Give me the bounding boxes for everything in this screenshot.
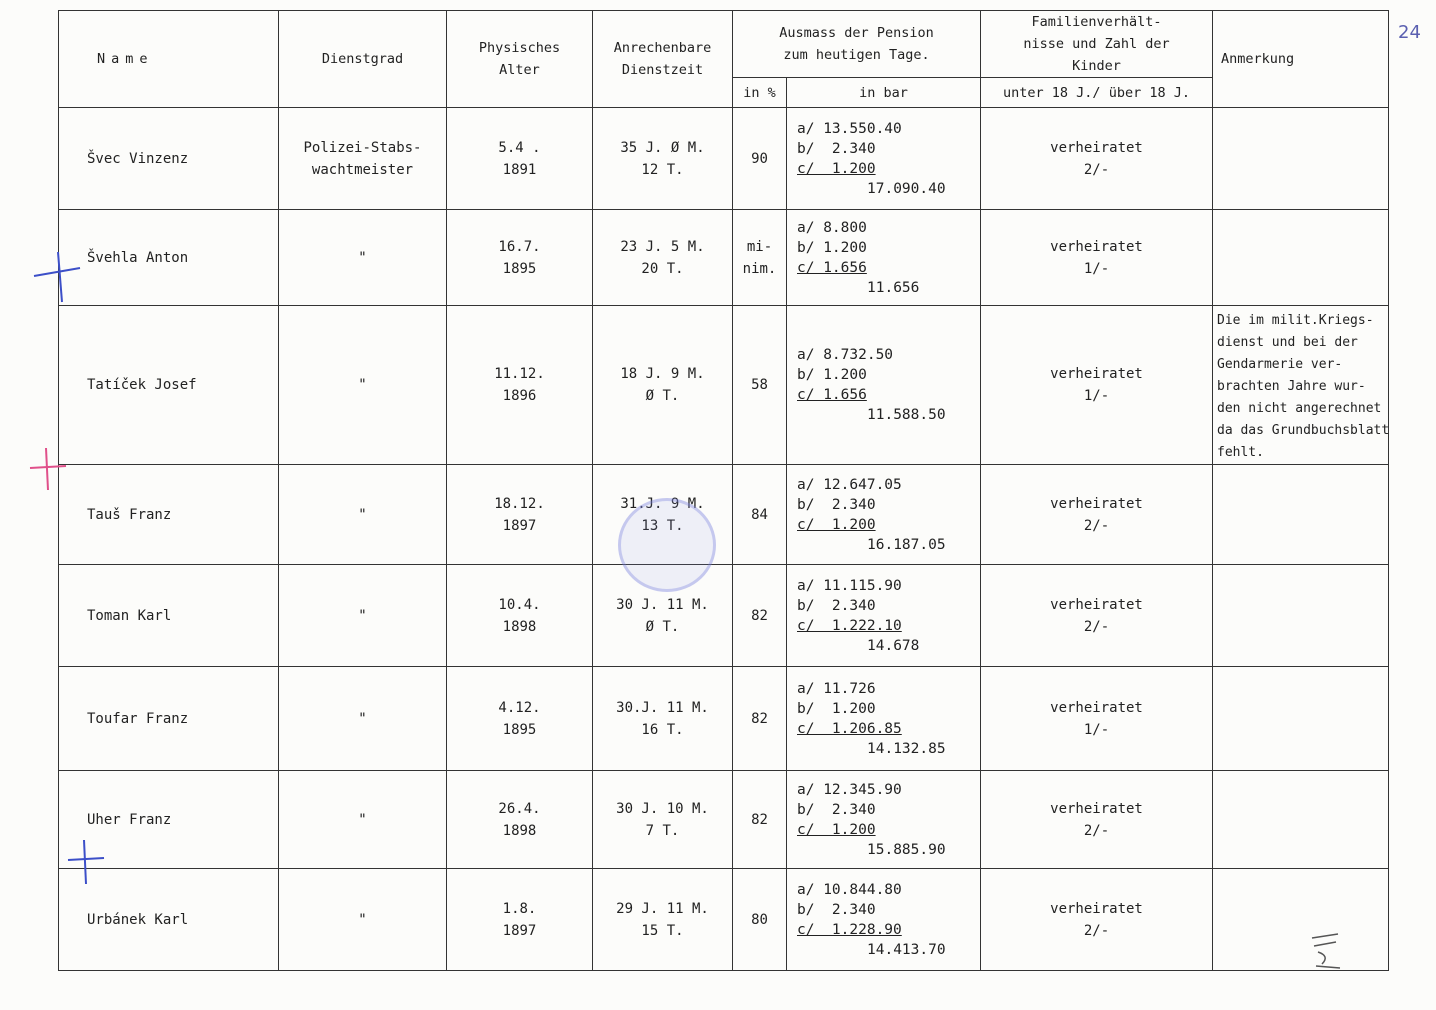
cell-remark [1213, 771, 1389, 869]
pension-table [58, 10, 1389, 971]
remark-line: dienst und bei der [1217, 335, 1358, 350]
cell-percent [733, 869, 787, 971]
cell-name: Uher Franz [59, 771, 279, 869]
faint-stamp [618, 498, 716, 592]
amount-total: 14.413.70 [867, 941, 946, 958]
amount-a: a/ 12.647.05 [797, 476, 902, 493]
header-name: Name [59, 11, 279, 108]
cell-family [981, 465, 1213, 565]
age-line: 1898 [502, 822, 537, 839]
age-line: 10.4. [498, 596, 541, 613]
family-line: verheiratet [1050, 139, 1143, 156]
cell-family [981, 565, 1213, 667]
cell-age [447, 306, 593, 465]
percent-value: 90 [751, 150, 768, 167]
cell-percent [733, 771, 787, 869]
table-row [59, 565, 1389, 667]
cell-percent [733, 565, 787, 667]
remark-line: fehlt. [1217, 445, 1264, 460]
family-line: 1/- [1083, 721, 1110, 738]
page-number: 24 [1398, 22, 1421, 43]
remark-line: da das Grundbuchsblatt [1217, 423, 1390, 438]
table-row [59, 869, 1389, 971]
header-family-line-3: Kinder [1072, 58, 1121, 74]
header-pension-cash: in bar [787, 78, 981, 108]
cell-remark [1213, 565, 1389, 667]
age-line: 16.7. [498, 238, 541, 255]
cell-age [447, 210, 593, 306]
cell-rank [279, 869, 447, 971]
family-line: verheiratet [1050, 495, 1143, 512]
cell-age [447, 771, 593, 869]
rank-line: " [358, 607, 367, 624]
family-line: verheiratet [1050, 699, 1143, 716]
amount-b: b/ 2.340 [797, 901, 876, 918]
cell-amounts [787, 306, 981, 465]
cell-amounts [787, 667, 981, 771]
amount-b: b/ 1.200 [797, 367, 867, 383]
rank-line: " [358, 811, 367, 828]
amount-c: c/ 1.200 [797, 160, 876, 177]
percent-value: 84 [751, 506, 768, 523]
amount-b: b/ 2.340 [797, 597, 876, 614]
rank-line: " [358, 377, 367, 393]
header-service-line-2: Dienstzeit [621, 62, 704, 78]
cell-amounts [787, 565, 981, 667]
age-line: 1895 [502, 260, 537, 277]
cell-age [447, 869, 593, 971]
family-line: verheiratet [1050, 366, 1143, 382]
age-line: 1898 [502, 618, 537, 635]
header-pension-percent: in % [733, 78, 787, 108]
table-row [59, 306, 1389, 465]
cell-remark [1213, 869, 1389, 971]
remark-text [1213, 306, 1388, 464]
cell-rank [279, 306, 447, 465]
header-service [593, 11, 733, 108]
amount-total: 15.885.90 [867, 841, 946, 858]
family-line: 2/- [1083, 618, 1110, 635]
cell-family [981, 771, 1213, 869]
age-line: 1895 [502, 721, 537, 738]
cell-percent [733, 465, 787, 565]
cell-amounts [787, 210, 981, 306]
header-remark: Anmerkung [1213, 11, 1389, 108]
service-line: 20 T. [641, 260, 684, 277]
cell-rank [279, 210, 447, 306]
cell-amounts [787, 771, 981, 869]
header-family-line-1: Familienverhält- [1031, 14, 1162, 30]
table-row [59, 108, 1389, 210]
percent-value: 82 [751, 811, 768, 828]
amount-total: 11.656 [867, 279, 920, 296]
table-row [59, 771, 1389, 869]
remark-line: brachten Jahre wur- [1217, 379, 1366, 394]
amount-c: c/ 1.222.10 [797, 617, 902, 634]
age-line: 26.4. [498, 800, 541, 817]
cell-remark [1213, 465, 1389, 565]
cell-service [593, 771, 733, 869]
cell-family [981, 306, 1213, 465]
service-line: 30.J. 11 M. [616, 699, 709, 716]
cell-remark [1213, 210, 1389, 306]
cell-name: Tauš Franz [59, 465, 279, 565]
rank-line: " [358, 249, 367, 266]
cell-service [593, 108, 733, 210]
amount-b: b/ 1.200 [797, 700, 876, 717]
family-line: 2/- [1083, 822, 1110, 839]
service-line: Ø T. [645, 618, 680, 635]
table-row [59, 210, 1389, 306]
cell-name: Švehla Anton [59, 210, 279, 306]
cell-percent [733, 210, 787, 306]
service-line: 30 J. 10 M. [616, 800, 709, 817]
header-pension [733, 11, 981, 78]
cell-service [593, 306, 733, 465]
cell-amounts [787, 869, 981, 971]
cell-family [981, 667, 1213, 771]
service-line: 15 T. [641, 922, 684, 939]
amount-b: b/ 2.340 [797, 140, 876, 157]
amount-c: c/ 1.656 [797, 259, 867, 276]
cell-rank [279, 565, 447, 667]
percent-value: 80 [751, 911, 768, 928]
amount-total: 16.187.05 [867, 536, 946, 553]
cell-rank [279, 771, 447, 869]
cell-name: Švec Vinzenz [59, 108, 279, 210]
table-row [59, 465, 1389, 565]
cell-amounts [787, 465, 981, 565]
cell-name: Toman Karl [59, 565, 279, 667]
amount-b: b/ 1.200 [797, 239, 867, 256]
cell-family [981, 108, 1213, 210]
family-line: 2/- [1083, 517, 1110, 534]
header-rank: Dienstgrad [279, 11, 447, 108]
cell-remark [1213, 108, 1389, 210]
header-family [981, 11, 1213, 78]
header-pension-line-1: Ausmass der Pension [779, 25, 934, 41]
header-pension-line-2: zum heutigen Tage. [783, 47, 930, 63]
amount-total: 11.588.50 [867, 407, 946, 423]
rank-line: wachtmeister [311, 161, 414, 178]
cell-remark [1213, 306, 1389, 465]
cell-age [447, 465, 593, 565]
rank-line: Polizei-Stabs- [303, 139, 422, 156]
cell-amounts [787, 108, 981, 210]
cell-rank [279, 667, 447, 771]
family-line: verheiratet [1050, 596, 1143, 613]
amount-a: a/ 13.550.40 [797, 120, 902, 137]
service-line: 18 J. 9 M. [620, 366, 705, 382]
service-line: 13 T. [641, 517, 684, 534]
amount-b: b/ 2.340 [797, 496, 876, 513]
amount-c: c/ 1.228.90 [797, 921, 902, 938]
cell-service [593, 210, 733, 306]
service-line: 16 T. [641, 721, 684, 738]
family-line: verheiratet [1050, 800, 1143, 817]
amount-c: c/ 1.200 [797, 821, 876, 838]
cell-family [981, 869, 1213, 971]
amount-b: b/ 2.340 [797, 801, 876, 818]
cell-service [593, 667, 733, 771]
cell-age [447, 667, 593, 771]
age-line: 1.8. [502, 900, 537, 917]
service-line: 12 T. [641, 161, 684, 178]
service-line: 30 J. 11 M. [616, 596, 709, 613]
percent-value: 58 [751, 377, 768, 393]
header-family-line-2: nisse und Zahl der [1023, 36, 1170, 52]
percent-value: 82 [751, 607, 768, 624]
pink-cross-mark [26, 444, 70, 492]
family-line: 1/- [1083, 260, 1110, 277]
age-line: 5.4 . [498, 139, 541, 156]
cell-percent [733, 108, 787, 210]
amount-a: a/ 8.732.50 [797, 347, 894, 363]
amount-a: a/ 11.115.90 [797, 577, 902, 594]
remark-line: Die im milit.Kriegs- [1217, 313, 1374, 328]
age-line: 1896 [502, 388, 537, 404]
age-line: 1891 [502, 161, 537, 178]
rank-line: " [358, 911, 367, 928]
cell-name: Urbánek Karl [59, 869, 279, 971]
amount-total: 14.678 [867, 637, 920, 654]
header-age [447, 11, 593, 108]
family-line: 2/- [1083, 161, 1110, 178]
age-line: 1897 [502, 922, 537, 939]
table-row [59, 667, 1389, 771]
cell-service [593, 869, 733, 971]
family-line: verheiratet [1050, 900, 1143, 917]
family-line: verheiratet [1050, 238, 1143, 255]
age-line: 18.12. [494, 495, 545, 512]
cell-age [447, 108, 593, 210]
service-line: 29 J. 11 M. [616, 900, 709, 917]
cell-percent [733, 667, 787, 771]
handwritten-mark [1308, 930, 1344, 972]
family-line: 2/- [1083, 922, 1110, 939]
percent-value: mi- nim. [742, 238, 777, 277]
service-line: 35 J. Ø M. [620, 139, 705, 156]
age-line: 11.12. [494, 366, 545, 382]
header-age-line-1: Physisches [478, 40, 561, 56]
amount-c: c/ 1.656 [797, 387, 867, 403]
amount-total: 14.132.85 [867, 740, 946, 757]
cell-name: Tatíček Josef [59, 306, 279, 465]
age-line: 1897 [502, 517, 537, 534]
amount-a: a/ 10.844.80 [797, 881, 902, 898]
age-line: 4.12. [498, 699, 541, 716]
amount-a: a/ 11.726 [797, 680, 876, 697]
remark-line: den nicht angerechnet [1217, 401, 1382, 416]
cell-percent [733, 306, 787, 465]
header-service-line-1: Anrechenbare [613, 40, 712, 56]
service-line: 7 T. [645, 822, 680, 839]
amount-a: a/ 12.345.90 [797, 781, 902, 798]
family-line: 1/- [1083, 388, 1110, 404]
cell-name: Toufar Franz [59, 667, 279, 771]
header-age-line-2: Alter [499, 62, 540, 78]
cell-age [447, 565, 593, 667]
amount-c: c/ 1.206.85 [797, 720, 902, 737]
header-family-sub: unter 18 J./ über 18 J. [981, 78, 1213, 108]
service-line: 31.J. 9 M. [620, 495, 705, 512]
service-line: 23 J. 5 M. [620, 238, 705, 255]
rank-line: " [358, 710, 367, 727]
cell-family [981, 210, 1213, 306]
cell-rank [279, 108, 447, 210]
amount-total: 17.090.40 [867, 180, 946, 197]
service-line: Ø T. [645, 388, 680, 404]
rank-line: " [358, 506, 367, 523]
percent-value: 82 [751, 710, 768, 727]
blue-cross-mark [28, 248, 84, 304]
blue-cross-mark-2 [64, 836, 108, 888]
remark-line: Gendarmerie ver- [1217, 357, 1343, 372]
amount-a: a/ 8.800 [797, 219, 867, 236]
cell-rank [279, 465, 447, 565]
cell-remark [1213, 667, 1389, 771]
amount-c: c/ 1.200 [797, 516, 876, 533]
